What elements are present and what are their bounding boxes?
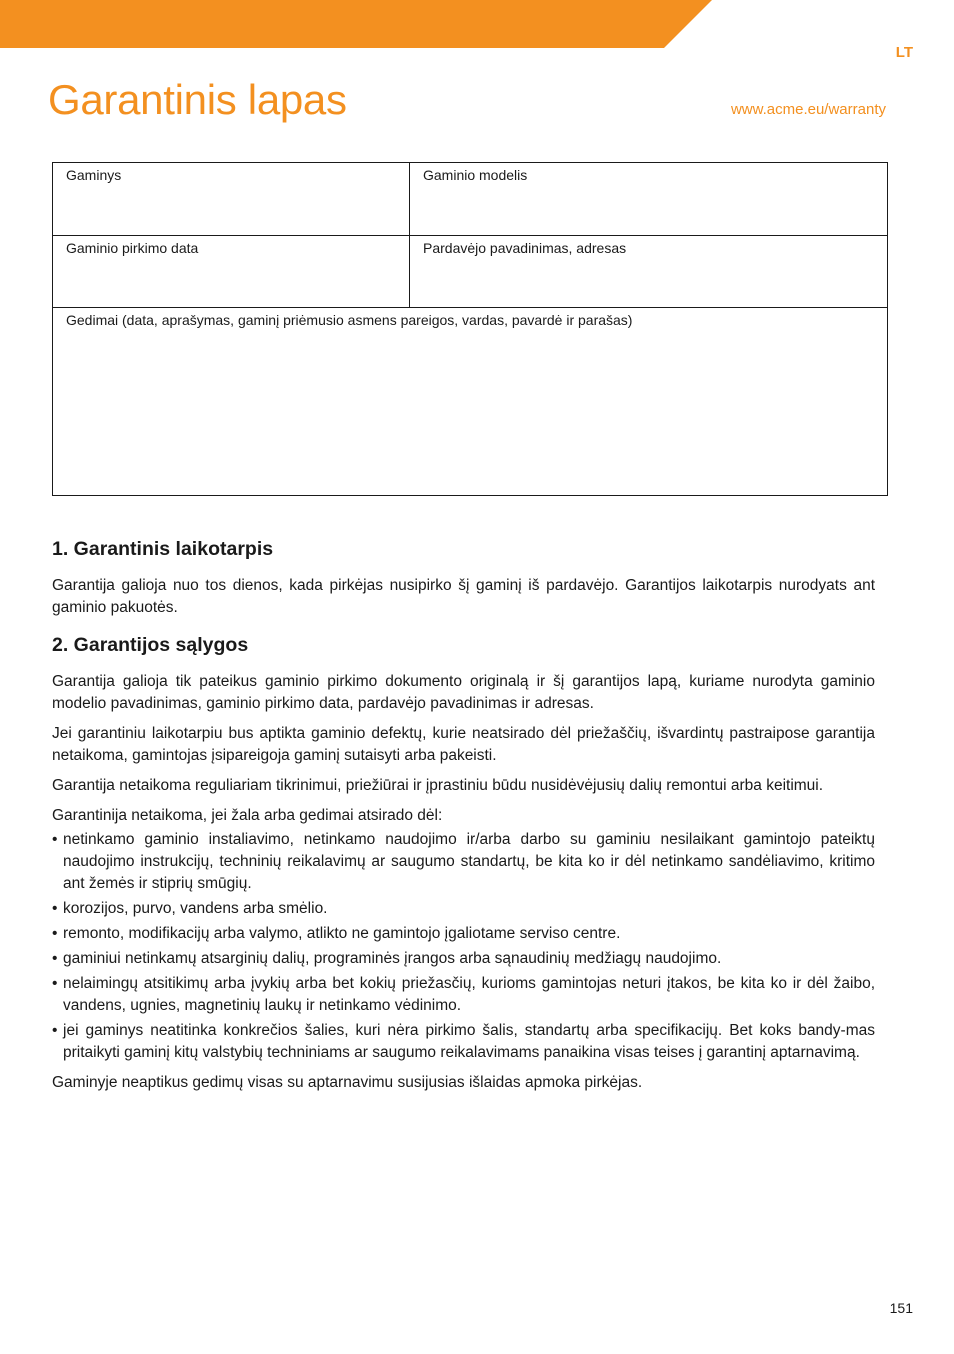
list-item: • netinkamo gaminio instaliavimo, netinkamo naudojimo ir/arba darbo su gaminiu nesilaikant gamintojo pateiktų naudojimo instrukcijų, techninių reikalavimų ar saugumo standartų, be kita ko ir dėl netinkamo sandėliavimo, kritimo ant žemės ir stiprių smūgių. (52, 829, 875, 895)
list-item: • gaminiui netinkamų atsarginių dalių, programinės įrangos arba sąnaudinių medžiagų naudojimo. (52, 948, 875, 970)
paragraph: Garantinija netaikoma, jei žala arba gedimai atsirado dėl: (52, 807, 443, 824)
warranty-terms (52, 537, 875, 1102)
orange-header-banner (0, 0, 954, 48)
product-label: Gaminys (66, 167, 122, 183)
seller-field[interactable] (410, 236, 888, 308)
faults-label: Gedimai (data, aprašymas, gaminį priėmusio asmens pareigos, vardas, pavardė ir parašas) (66, 312, 633, 328)
warranty-url-link[interactable]: www.acme.eu/warranty (730, 101, 886, 118)
exclusions-list (52, 829, 875, 1064)
product-field[interactable] (53, 163, 410, 236)
paragraph: Garantija galioja nuo tos dienos, kada pirkėjas nusipirko šį gaminį iš pardavėjo. Garantijos laikotarpis nurodyats ant gaminio pakuotės. (52, 577, 875, 616)
section-heading-warranty-conditions: 2. Garantijos sąlygos (52, 634, 249, 656)
page-number: 151 (889, 1300, 913, 1316)
model-field[interactable] (410, 163, 888, 236)
language-code: LT (895, 44, 913, 61)
page-title: Garantinis lapas (48, 76, 347, 123)
list-item: • nelaimingų atsitikimų arba įvykių arba bet kokių priežasčių, kurioms gamintojas neturi įtakos, be kita ko ir dėl žaibo, vandens, ugnies, magnetinių laukų ir netinkamo vėdinimo. (52, 973, 875, 1017)
section-heading-warranty-period: 1. Garantinis laikotarpis (52, 538, 274, 560)
purchase-date-field[interactable] (53, 236, 410, 308)
list-item: • jei gaminys neatitinka konkrečios šalies, kuri nėra pirkimo šalis, standartų arba specifikacijų. Bet koks bandy-mas pritaikyti gaminį kitų valstybių techniniams ar saugumo reikalavimams panaikina visas teises į garantinį aptarnavimą. (52, 1020, 875, 1064)
paragraph: Garantija netaikoma reguliariam tikrinimui, priežiūrai ir įprastiniu būdu nusidėvėjusių dalių remontui arba keitimui. (52, 777, 824, 794)
model-label: Gaminio modelis (423, 167, 528, 183)
faults-field[interactable] (53, 308, 888, 496)
closing-paragraph: Gaminyje neaptikus gedimų visas su aptarnavimu susijusias išlaidas apmoka pirkėjas. (52, 1074, 643, 1091)
seller-label: Pardavėjo pavadinimas, adresas (423, 240, 627, 256)
purchase-date-label: Gaminio pirkimo data (66, 240, 199, 256)
paragraph: Jei garantiniu laikotarpiu bus aptikta gaminio defektų, kurie neatsirado dėl priežaščių, išvardintų pastraipose garantija netaikoma, gamintojas įsipareigoja gaminį sutaisyti arba pakeisti. (52, 725, 875, 764)
paragraph: Garantija galioja tik pateikus gaminio pirkimo dokumento originalą ir šį garantijos lapą, kuriame nurodyta gaminio modelio pavadinimas, gaminio pirkimo data, pardavėjo pavadinimas ir adresas. (52, 673, 875, 712)
list-item: • remonto, modifikacijų arba valymo, atlikto ne gamintojo įgaliotame serviso centre. (52, 923, 875, 945)
list-item: • korozijos, purvo, vandens arba smėlio. (52, 898, 875, 920)
warranty-form-table (52, 162, 888, 496)
